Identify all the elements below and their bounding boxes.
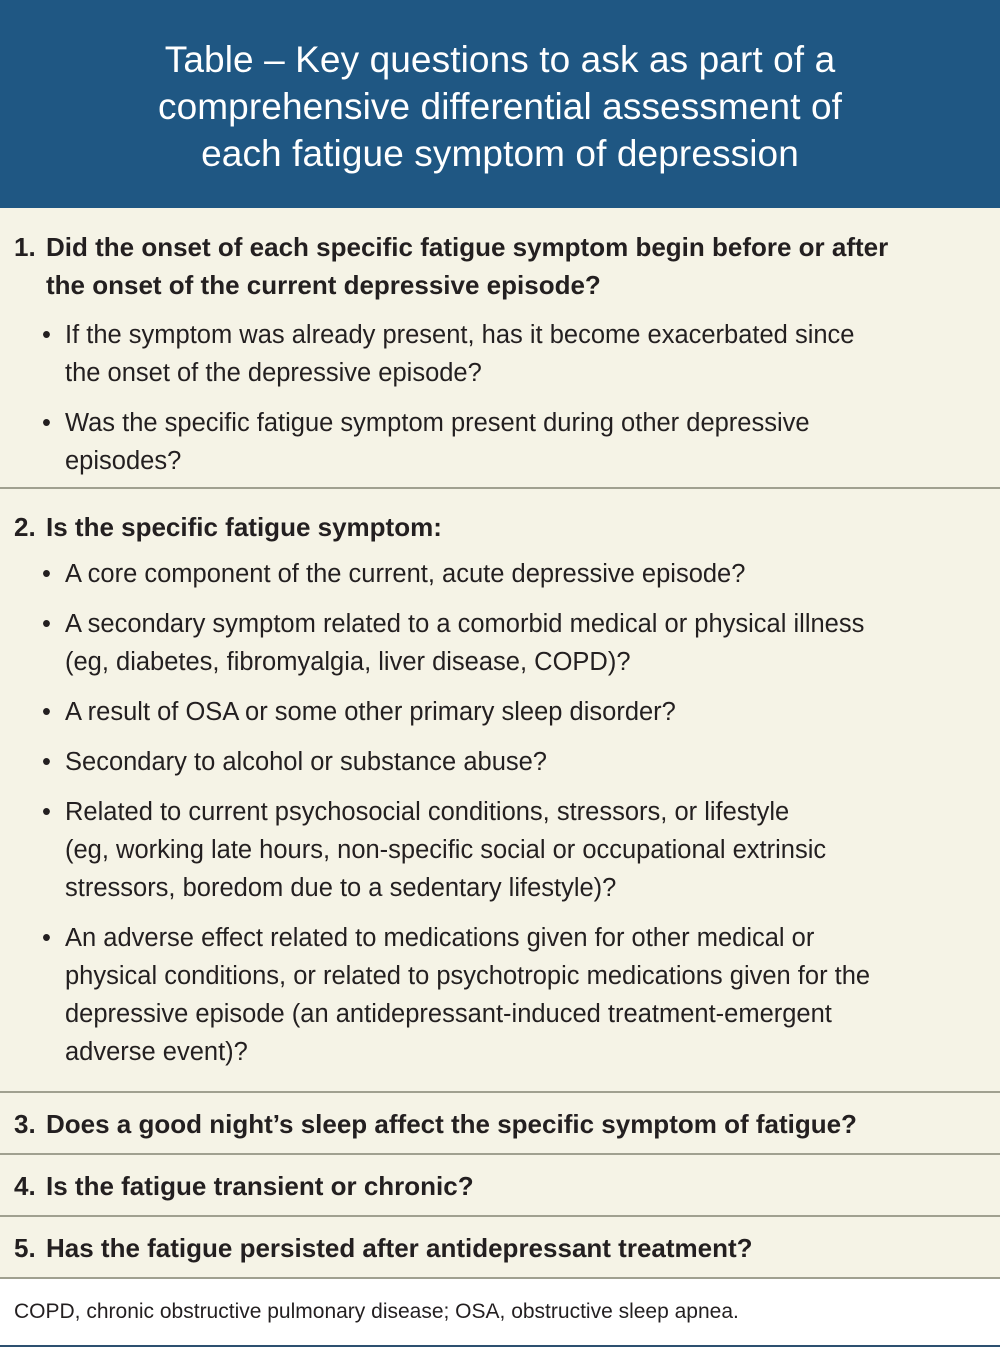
table-label: Table — [164, 39, 254, 80]
question-5 — [0, 1229, 1000, 1267]
bullet-line: A core component of the current, acute depressive episode? — [65, 560, 746, 588]
question-number: 3. — [14, 1109, 36, 1139]
bullet-line: A result of OSA or some other primary sleep disorder? — [65, 698, 676, 726]
table-body — [0, 208, 1000, 1279]
bullet-line: A secondary symptom related to a comorbid medical or physical illness — [65, 610, 865, 638]
question-number: 5. — [14, 1233, 36, 1263]
bullet-line: If the symptom was already present, has it become exacerbated since — [65, 321, 855, 349]
bullet-line: adverse event)? — [65, 1038, 248, 1066]
table-title-line-2: comprehensive differential assessment of — [157, 86, 843, 127]
question-2 — [0, 508, 1000, 546]
table-title-line-3: each fatigue symptom of depression — [201, 133, 799, 174]
bullet-item — [0, 919, 1000, 1071]
bullet-icon: • — [42, 798, 51, 826]
bullet-line: stressors, boredom due to a sedentary lifestyle)? — [65, 874, 617, 902]
question-3 — [0, 1105, 1000, 1143]
bullet-line: depressive episode (an antidepressant-induced treatment-emergent — [65, 1000, 832, 1028]
bullet-icon: • — [42, 409, 51, 437]
question-line: Has the fatigue persisted after antidepressant treatment? — [46, 1233, 753, 1263]
question-number: 4. — [14, 1171, 36, 1201]
table-footnote: COPD, chronic obstructive pulmonary disease; OSA, obstructive sleep apnea. — [0, 1279, 1000, 1347]
question-4 — [0, 1167, 1000, 1205]
bullet-icon: • — [42, 610, 51, 638]
bullet-item — [0, 793, 1000, 907]
bullet-line: Was the specific fatigue symptom present during other depressive — [65, 409, 810, 437]
bullet-line: An adverse effect related to medications given for other medical or — [65, 924, 815, 952]
question-1-section — [0, 208, 1000, 487]
bullet-item — [0, 693, 1000, 731]
question-3-section — [0, 1091, 1000, 1153]
bullet-line: Related to current psychosocial conditions, stressors, or lifestyle — [65, 798, 790, 826]
question-5-section — [0, 1215, 1000, 1277]
question-line: Is the specific fatigue symptom: — [46, 512, 442, 542]
bullet-line: the onset of the depressive episode? — [65, 359, 482, 387]
bullet-item — [0, 555, 1000, 593]
question-line: Did the onset of each specific fatigue symptom begin before or after — [46, 232, 889, 262]
bullet-line: episodes? — [65, 447, 182, 475]
question-line: Is the fatigue transient or chronic? — [46, 1171, 474, 1201]
bullet-item — [0, 404, 1000, 480]
bullet-line: (eg, working late hours, non-specific social or occupational extrinsic — [65, 836, 827, 864]
question-1-bullets — [0, 316, 1000, 480]
question-number: 1. — [14, 232, 36, 262]
table-title-line-1 — [0, 36, 1000, 83]
question-2-section — [0, 487, 1000, 1091]
question-number: 2. — [14, 512, 36, 542]
bullet-icon: • — [42, 748, 51, 776]
question-line: the onset of the current depressive episode? — [46, 270, 601, 300]
bullet-icon: • — [42, 924, 51, 952]
bullet-line: (eg, diabetes, fibromyalgia, liver disease, COPD)? — [65, 648, 631, 676]
table-title-text: – Key questions to ask as part of a — [253, 39, 836, 80]
bullet-item — [0, 316, 1000, 392]
question-2-bullets — [0, 555, 1000, 1071]
bullet-item — [0, 743, 1000, 781]
question-1 — [0, 228, 1000, 304]
bullet-line: Secondary to alcohol or substance abuse? — [65, 748, 547, 776]
bullet-icon: • — [42, 560, 51, 588]
bullet-icon: • — [42, 321, 51, 349]
table-header — [0, 0, 1000, 208]
bullet-line: physical conditions, or related to psychotropic medications given for the — [65, 962, 871, 990]
question-4-section — [0, 1153, 1000, 1215]
bullet-item — [0, 605, 1000, 681]
question-line: Does a good night’s sleep affect the specific symptom of fatigue? — [46, 1109, 857, 1139]
bullet-icon: • — [42, 698, 51, 726]
